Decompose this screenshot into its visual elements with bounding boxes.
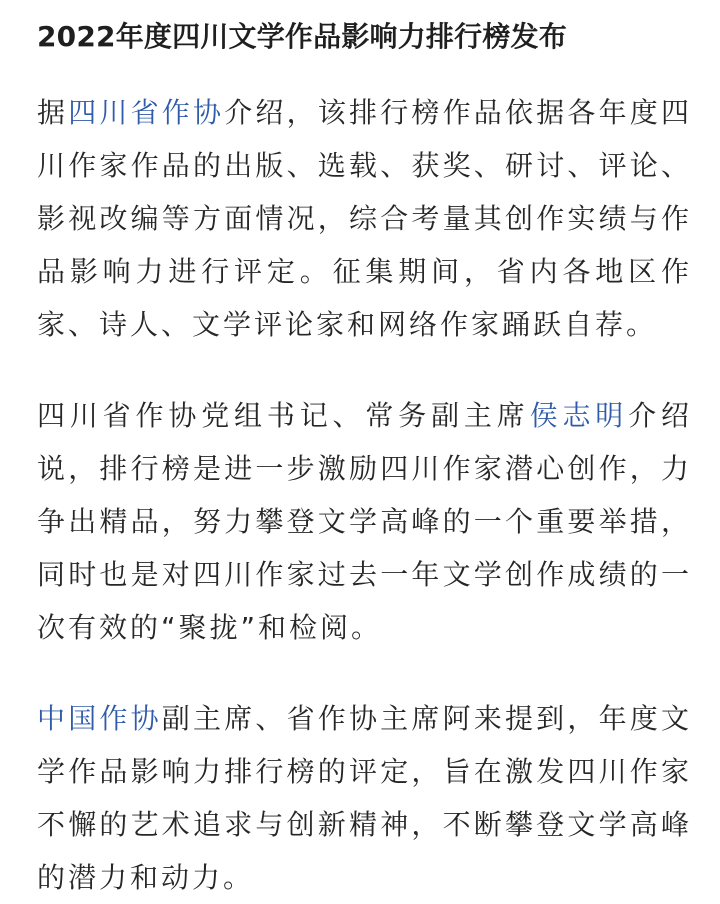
- paragraph-text: 介绍说，排行榜是进一步激励四川作家潜心创作，力争出精品，努力攀登文学高峰的一个重要举措，同时也是对四川作家过去一年文学创作成绩的一次有效的“聚拢”和检阅。: [37, 399, 692, 644]
- paragraph-text: 四川省作协党组书记、常务副主席: [37, 399, 530, 432]
- paragraph-2: [37, 389, 692, 654]
- article-title: 2022年度四川文学作品影响力排行榜发布: [37, 20, 567, 53]
- link-china-writers-association[interactable]: 中国作协: [37, 702, 162, 735]
- paragraph-3: [37, 692, 692, 904]
- paragraph-text: 副主席、省作协主席阿来提到，年度文学作品影响力排行榜的评定，旨在激发四川作家不懈的艺术追求与创新精神，不断攀登文学高峰的潜力和动力。: [37, 702, 692, 894]
- paragraph-text: 介绍，该排行榜作品依据各年度四川作家作品的出版、选载、获奖、研讨、评论、影视改编等方面情况，综合考量其创作实绩与作品影响力进行评定。征集期间，省内各地区作家、诗人、文学评论家和网络作家踊跃自荐。: [37, 96, 692, 341]
- link-hou-zhiming[interactable]: 侯志明: [529, 399, 629, 432]
- paragraph-1: [37, 86, 692, 351]
- paragraph-text: 据: [37, 96, 69, 129]
- link-sichuan-writers-association[interactable]: 四川省作协: [68, 96, 225, 129]
